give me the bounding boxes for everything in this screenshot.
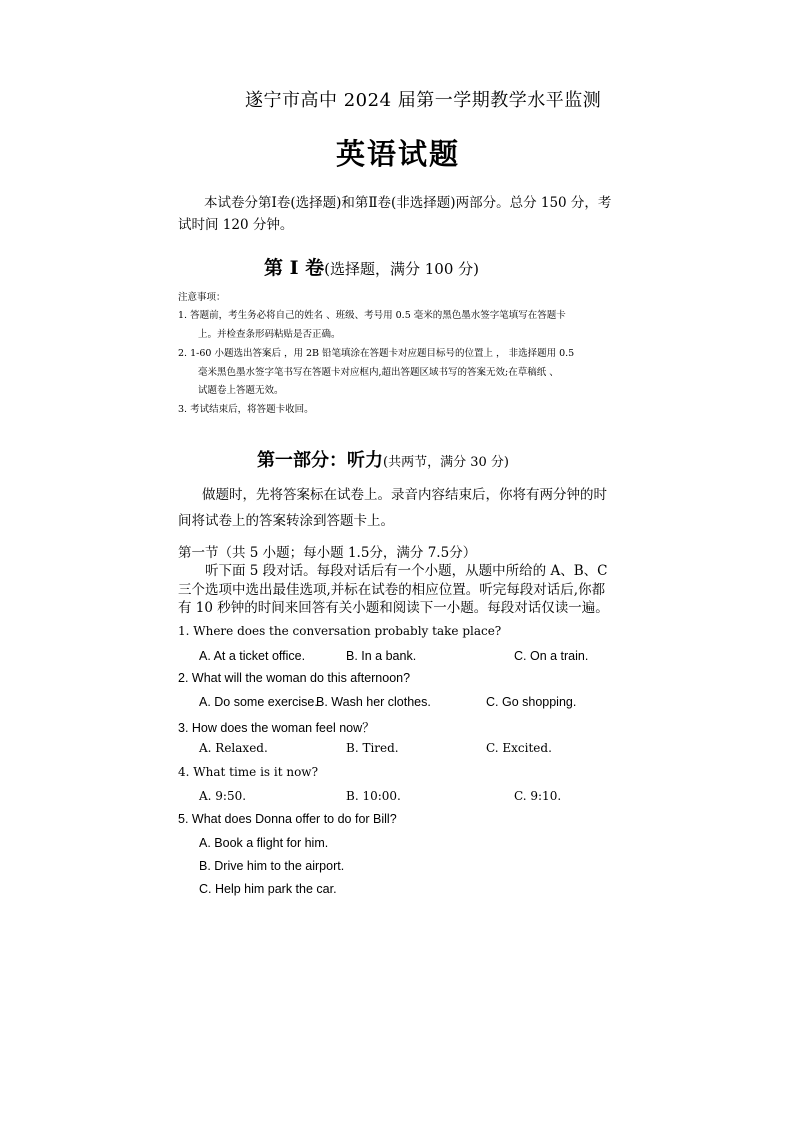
note-item: 3. 考试结束后，将答题卡收回。 [178, 404, 314, 415]
notes-title: 注意事项： [178, 292, 226, 303]
option-a[interactable]: A. At a ticket office. [199, 649, 306, 663]
section-instructions [178, 562, 618, 618]
option-b[interactable]: B. Wash her clothes. [316, 695, 431, 709]
part-instructions-text: 做题时，先将答案标在试卷上。录音内容结束后，你将有两分钟的时间将试卷上的答案转涂到答题卡上。 [178, 487, 607, 529]
option-b[interactable]: B. Drive him to the airport. [199, 859, 345, 873]
option-b[interactable]: B. In a bank. [346, 649, 417, 663]
option-c[interactable]: C. Excited. [486, 741, 552, 755]
volume-title: 第 Ⅰ 卷 [264, 257, 325, 279]
volume-heading [264, 253, 479, 280]
option-a[interactable]: A. Book a flight for him. [199, 836, 329, 850]
note-item: 上。并检查条形码粘贴是否正确。 [198, 329, 341, 340]
note-item: 2. 1-60 小题选出答案后 ，用 2B 铅笔填涂在答题卡对应题目标号的位置上 ， 非选择题用 0.5 [178, 348, 575, 359]
option-c[interactable]: C. Go shopping. [486, 695, 577, 709]
intro-text: 本试卷分第Ⅰ卷(选择题)和第Ⅱ卷(非选择题)两部分。总分 150 分，考试时间 120 分钟。 [178, 195, 612, 233]
question-stem: 2. What will the woman do this afternoon? [178, 671, 411, 685]
question-stem: 3. How does the woman feel now？ [178, 721, 375, 735]
part-instructions [178, 482, 618, 534]
intro-paragraph [178, 192, 618, 236]
subject-title: 英语试题 [336, 137, 461, 171]
note-item: 毫米黑色墨水签字笔书写在答题卡对应框内,超出答题区域书写的答案无效;在草稿纸 、 [198, 367, 559, 378]
exam-title: 遂宁市高中 2024 届第一学期教学水平监测 [245, 90, 602, 111]
option-c[interactable]: C. Help him park the car. [199, 882, 337, 896]
volume-subtitle: (选择题，满分 100 分) [324, 260, 479, 278]
part-subtitle: (共两节，满分 30 分) [383, 455, 509, 470]
part-heading [257, 446, 509, 472]
question-stem: 5. What does Donna offer to do for Bill? [178, 812, 397, 826]
option-b[interactable]: B. Tired. [346, 741, 399, 755]
option-c[interactable]: C. On a train. [514, 649, 589, 663]
section-heading: 第一节（共 5 小题；每小题 1.5分，满分 7.5分） [178, 545, 477, 561]
option-c[interactable]: C. 9:10. [514, 789, 562, 803]
section-instructions-text: 听下面 5 段对话。每段对话后有一个小题，从题中所给的 A、B、C 三个选项中选出最佳选项,并标在试卷的相应位置。听完每段对话后,你都有 10 秒钟的时间来回答有关小题和阅读下一小题。每段对话仅读一遍。 [178, 563, 609, 616]
option-b[interactable]: B. 10:00. [346, 789, 401, 803]
note-item: 试题卷上答题无效。 [198, 385, 284, 396]
option-a[interactable]: A. Relaxed. [199, 741, 268, 755]
part-title: 第一部分：听力 [257, 450, 383, 471]
option-a[interactable]: A. Do some exercise. [199, 695, 318, 709]
question-stem: 1. Where does the conversation probably take place? [178, 624, 502, 638]
note-item: 1. 答题前，考生务必将自己的姓名 、班级、考号用 0.5 毫米的黑色墨水签字笔填写在答题卡 [178, 310, 566, 321]
question-stem: 4. What time is it now? [178, 765, 319, 779]
option-a[interactable]: A. 9:50. [199, 789, 247, 803]
